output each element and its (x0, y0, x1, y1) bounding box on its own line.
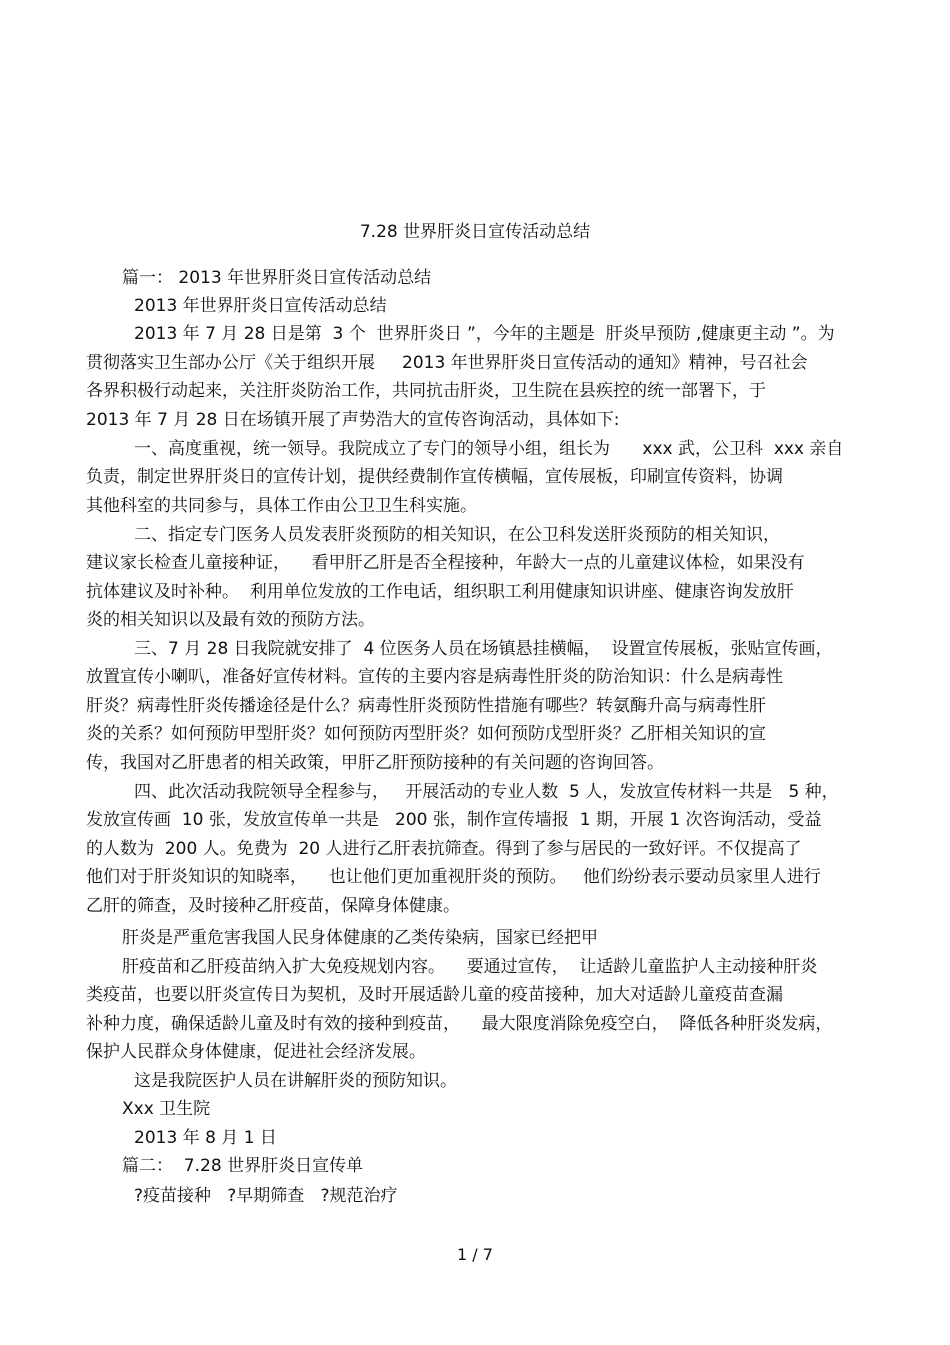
text-line: 贯彻落实卫生部办公厅《关于组织开展 2013 年世界肝炎日宣传活动的通知》精神，号召社会 (86, 353, 808, 373)
text-line: 篇一： 2013 年世界肝炎日宣传活动总结 (122, 268, 432, 288)
text-line: 其他科室的共同参与，具体工作由公卫卫生科实施。 (86, 496, 477, 516)
text-line: 炎的相关知识以及最有效的预防方法。 (86, 610, 375, 630)
text-line: 2013 年 7 月 28 日在场镇开展了声势浩大的宣传咨询活动，具体如下: (86, 410, 620, 430)
text-line: 放置宣传小喇叭，准备好宣传材料。宣传的主要内容是病毒性肝炎的防治知识：什么是病毒性 (86, 667, 783, 687)
text-line: 他们对于肝炎知识的知晓率， 也让他们更加重视肝炎的预防。 他们纷纷表示要动员家里人进行 (86, 867, 821, 887)
text-line: 建议家长检查儿童接种证， 看甲肝乙肝是否全程接种，年龄大一点的儿童建议体检，如果没有 (86, 553, 805, 573)
text-line: 补种力度，确保适龄儿童及时有效的接种到疫苗， 最大限度消除免疫空白， 降低各种肝炎发病， (86, 1014, 833, 1034)
text-line: 肝炎？病毒性肝炎传播途径是什么？病毒性肝炎预防性措施有哪些？转氨酶升高与病毒性肝 (86, 696, 766, 716)
text-line: 三、7 月 28 日我院就安排了 4 位医务人员在场镇悬挂横幅， 设置宣传展板，张贴宣传画， (134, 639, 833, 659)
text-line: 各界积极行动起来，关注肝炎防治工作，共同抗击肝炎，卫生院在县疾控的统一部署下，于 (86, 381, 766, 401)
text-line: ?疫苗接种 ?早期筛查 ?规范治疗 (134, 1186, 398, 1206)
text-line: 保护人民群众身体健康，促进社会经济发展。 (86, 1042, 426, 1062)
text-line: 炎的关系？如何预防甲型肝炎？如何预防丙型肝炎？如何预防戊型肝炎？乙肝相关知识的宣 (86, 724, 766, 744)
text-line: 2013 年 7 月 28 日是第 3 个 世界肝炎日 ”，今年的主题是 肝炎早预防 ,健康更主动 ”。为 (134, 324, 835, 344)
text-line: 2013 年 8 月 1 日 (134, 1128, 277, 1148)
text-line: 乙肝的筛查，及时接种乙肝疫苗，保障身体健康。 (86, 896, 460, 916)
text-line: 抗体建议及时补种。 利用单位发放的工作电话，组织职工利用健康知识讲座、健康咨询发放肝 (86, 582, 794, 602)
text-line: 类疫苗，也要以肝炎宣传日为契机，及时开展适龄儿童的疫苗接种，加大对适龄儿童疫苗查漏 (86, 985, 783, 1005)
text-line: 2013 年世界肝炎日宣传活动总结 (134, 296, 387, 316)
text-line: 肝疫苗和乙肝疫苗纳入扩大免疫规划内容。 要通过宣传， 让适龄儿童监护人主动接种肝炎 (122, 957, 818, 977)
text-line: 的人数为 200 人。免费为 20 人进行乙肝表抗筛查。得到了参与居民的一致好评。不仅提高了 (86, 839, 802, 859)
text-line: 篇二： 7.28 世界肝炎日宣传单 (122, 1156, 364, 1176)
text-line: Xxx 卫生院 (122, 1099, 211, 1119)
text-line: 二、指定专门医务人员发表肝炎预防的相关知识，在公卫科发送肝炎预防的相关知识， (134, 525, 780, 545)
text-line: 传，我国对乙肝患者的相关政策，甲肝乙肝预防接种的有关问题的咨询回答。 (86, 753, 664, 773)
text-line: 四、此次活动我院领导全程参与， 开展活动的专业人数 5 人，发放宣传材料一共是 5 种， (134, 782, 839, 802)
text-line: 发放宣传画 10 张，发放宣传单一共是 200 张，制作宣传墙报 1 期，开展 1 次咨询活动，受益 (86, 810, 822, 830)
text-line: 一、高度重视，统一领导。我院成立了专门的领导小组，组长为 xxx 武，公卫科 xxx 亲自 (134, 439, 844, 459)
document-title: 7.28 世界肝炎日宣传活动总结 (359, 222, 591, 242)
page-number: 1 / 7 (457, 1245, 493, 1264)
text-line: 负责，制定世界肝炎日的宣传计划，提供经费制作宣传横幅，宣传展板，印刷宣传资料，协调 (86, 467, 783, 487)
text-line: 这是我院医护人员在讲解肝炎的预防知识。 (134, 1071, 457, 1091)
text-line: 肝炎是严重危害我国人民身体健康的乙类传染病，国家已经把甲 (122, 928, 598, 948)
